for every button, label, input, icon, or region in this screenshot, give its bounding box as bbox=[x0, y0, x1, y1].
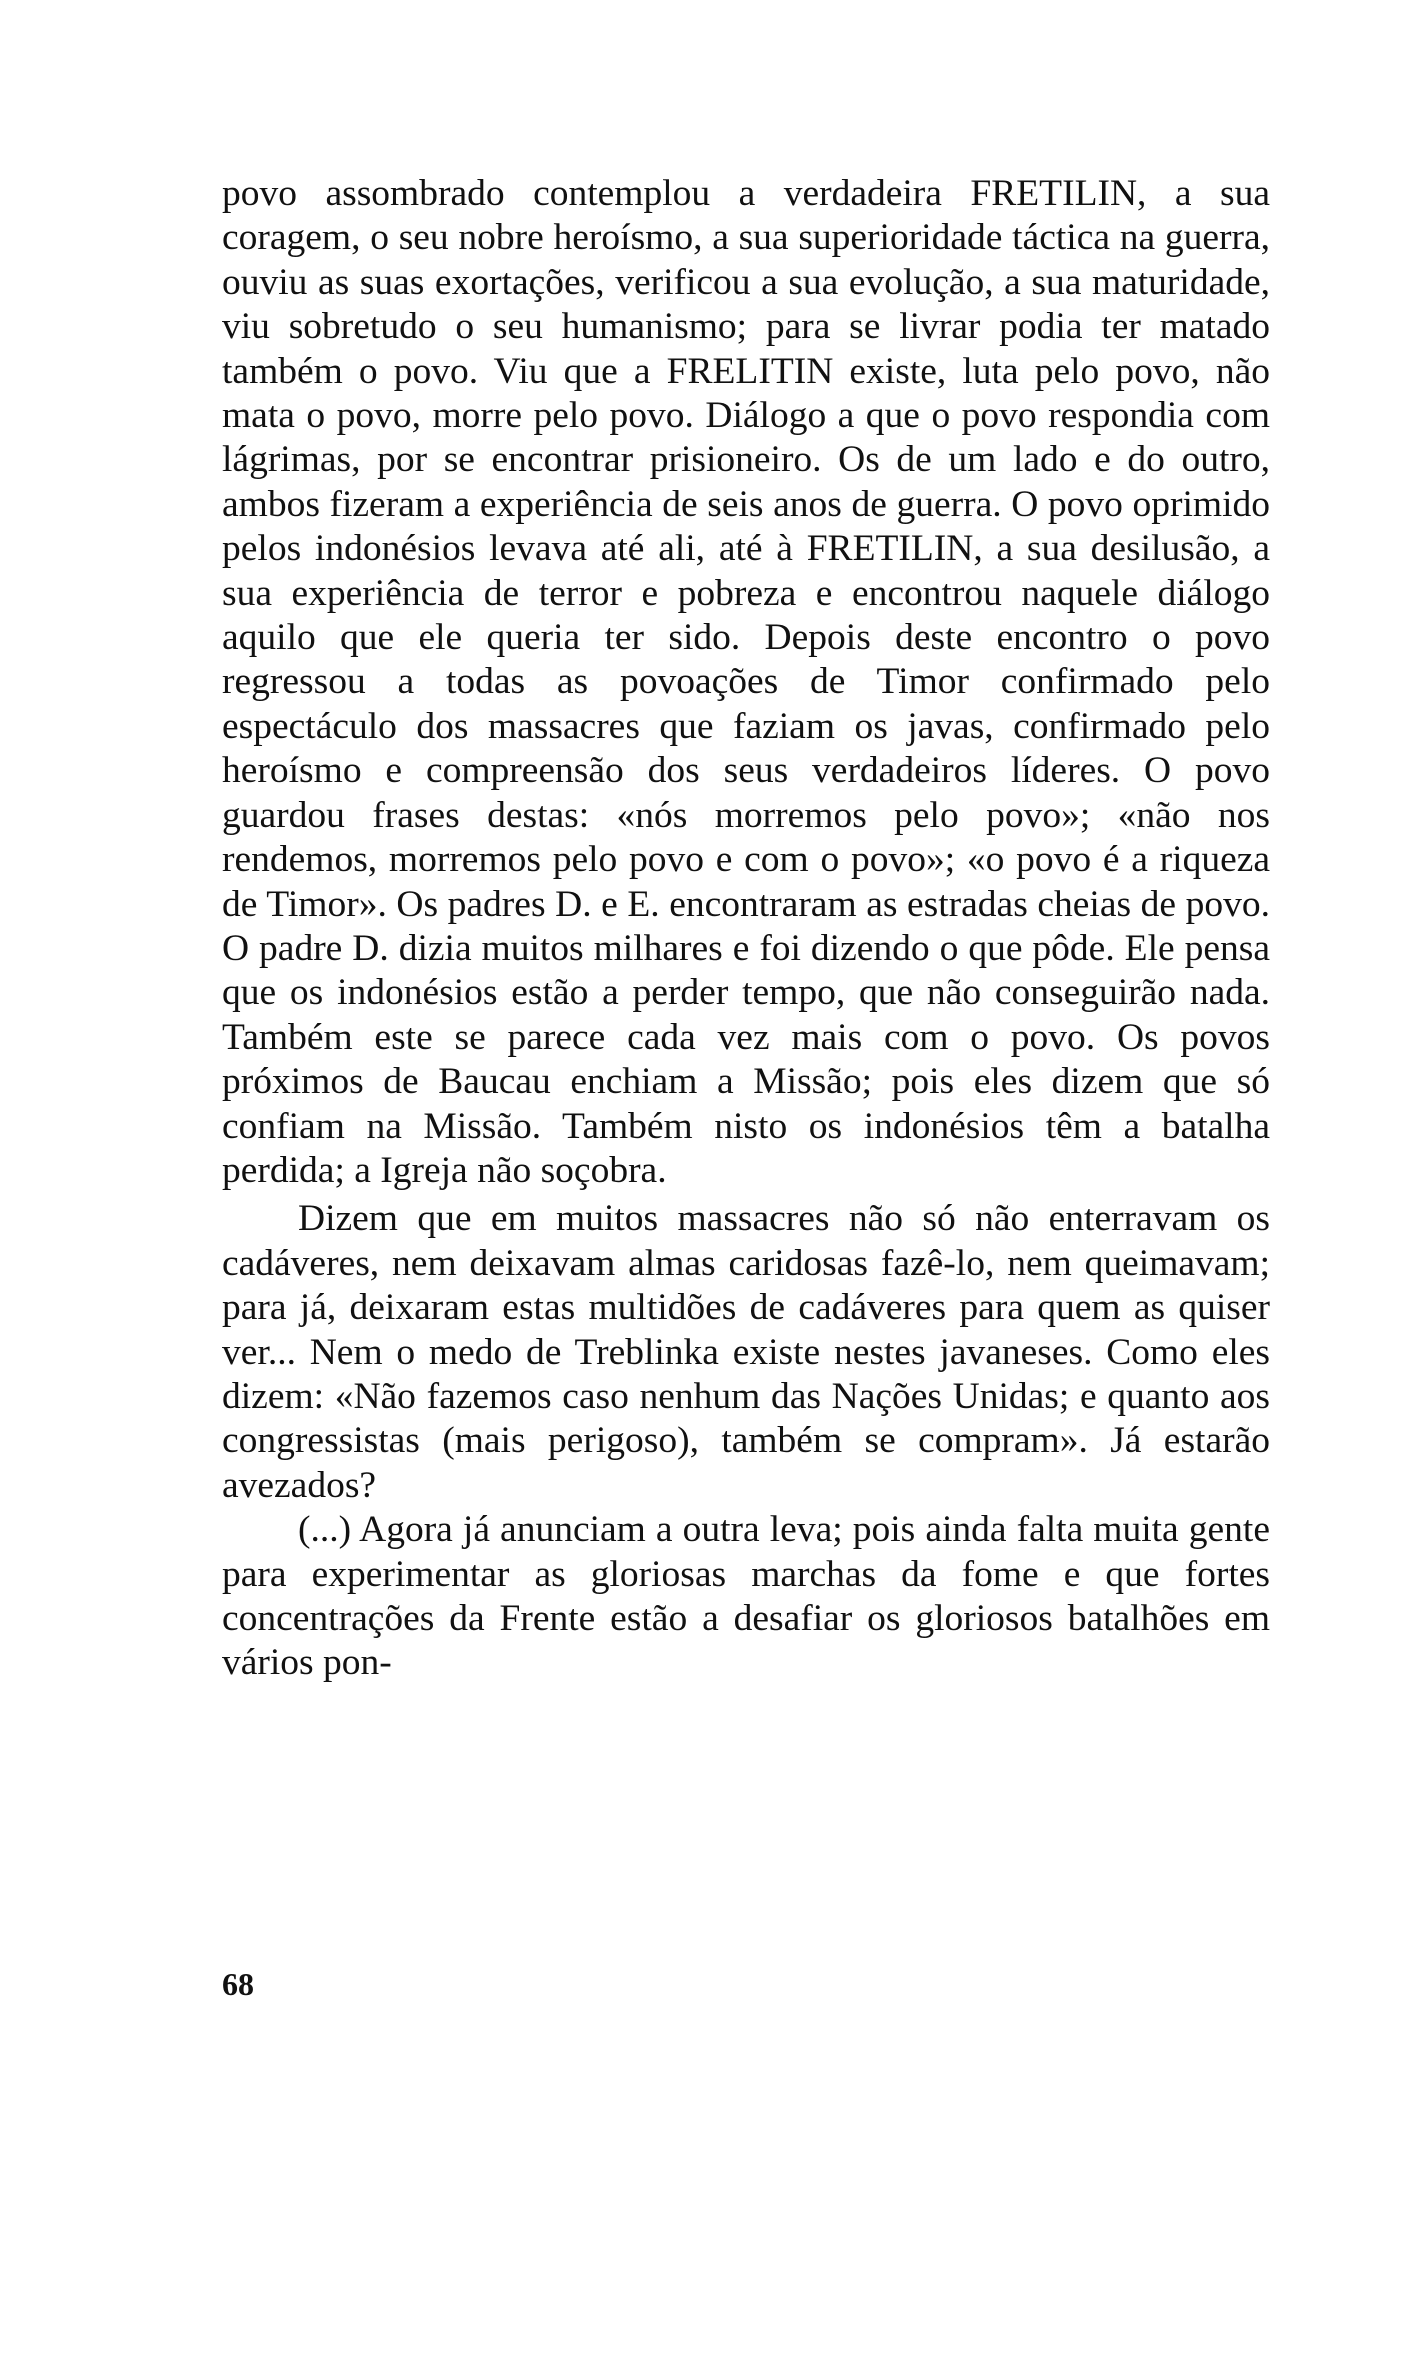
paragraph-2: Dizem que em muitos massacres não só não enterravam os cadáveres, nem deixavam almas caridosas fazê-lo, nem queimavam; para já, deixaram estas multidões de cadáveres para quem as quiser ver... Nem o medo de Treblinka existe nestes javaneses. Como eles dizem: «Não fazemos caso nenhum das Nações Unidas; e quanto aos congressistas (mais perigoso), também se compram». Já estarão avezados? bbox=[222, 1198, 1270, 1506]
paragraph-1: povo assombrado contemplou a verdadeira FRETILIN, a sua coragem, o seu nobre heroísmo, a sua superioridade táctica na guerra, ouviu as suas exortações, verificou a sua evolução, a sua maturidade, viu sobretudo o seu humanismo; para se livrar podia ter matado também o povo. Viu que a FRELITIN existe, luta pelo povo, não mata o povo, morre pelo povo. Diálogo a que o povo respondia com lágrimas, por se encontrar prisioneiro. Os de um lado e do outro, ambos fizeram a experiência de seis anos de guerra. O povo oprimido pelos indonésios levava até ali, até à FRETILIN, a sua desilusão, a sua experiência de terror e pobreza e encontrou naquele diálogo aquilo que ele queria ter sido. Depois deste encontro o povo regressou a todas as povoações de Timor confirmado pelo espectáculo dos massacres que faziam os javas, confirmado pelo heroísmo e compreensão dos seus verdadeiros líderes. O povo guardou frases destas: «nós morremos pelo povo»; «não nos rendemos, morremos pelo povo e com o povo»; «o povo é a riqueza de Timor». Os padres D. e E. encontraram as estradas cheias de povo. O padre D. dizia muitos milhares e foi dizendo o que pôde. Ele pensa que os indonésios estão a perder tempo, que não conseguirão nada. Também este se parece cada vez mais com o povo. Os povos próximos de Baucau enchiam a Missão; pois eles dizem que só confiam na Missão. Também nisto os indonésios têm a batalha perdida; a Igreja não soçobra. bbox=[222, 173, 1270, 1191]
body-text bbox=[222, 172, 1270, 1686]
paragraph-3: (...) Agora já anunciam a outra leva; pois ainda falta muita gente para experimentar as gloriosas marchas da fome e que fortes concentrações da Frente estão a desafiar os gloriosos batalhões em vários pon- bbox=[222, 1509, 1270, 1684]
page-number: 68 bbox=[222, 1966, 254, 2002]
